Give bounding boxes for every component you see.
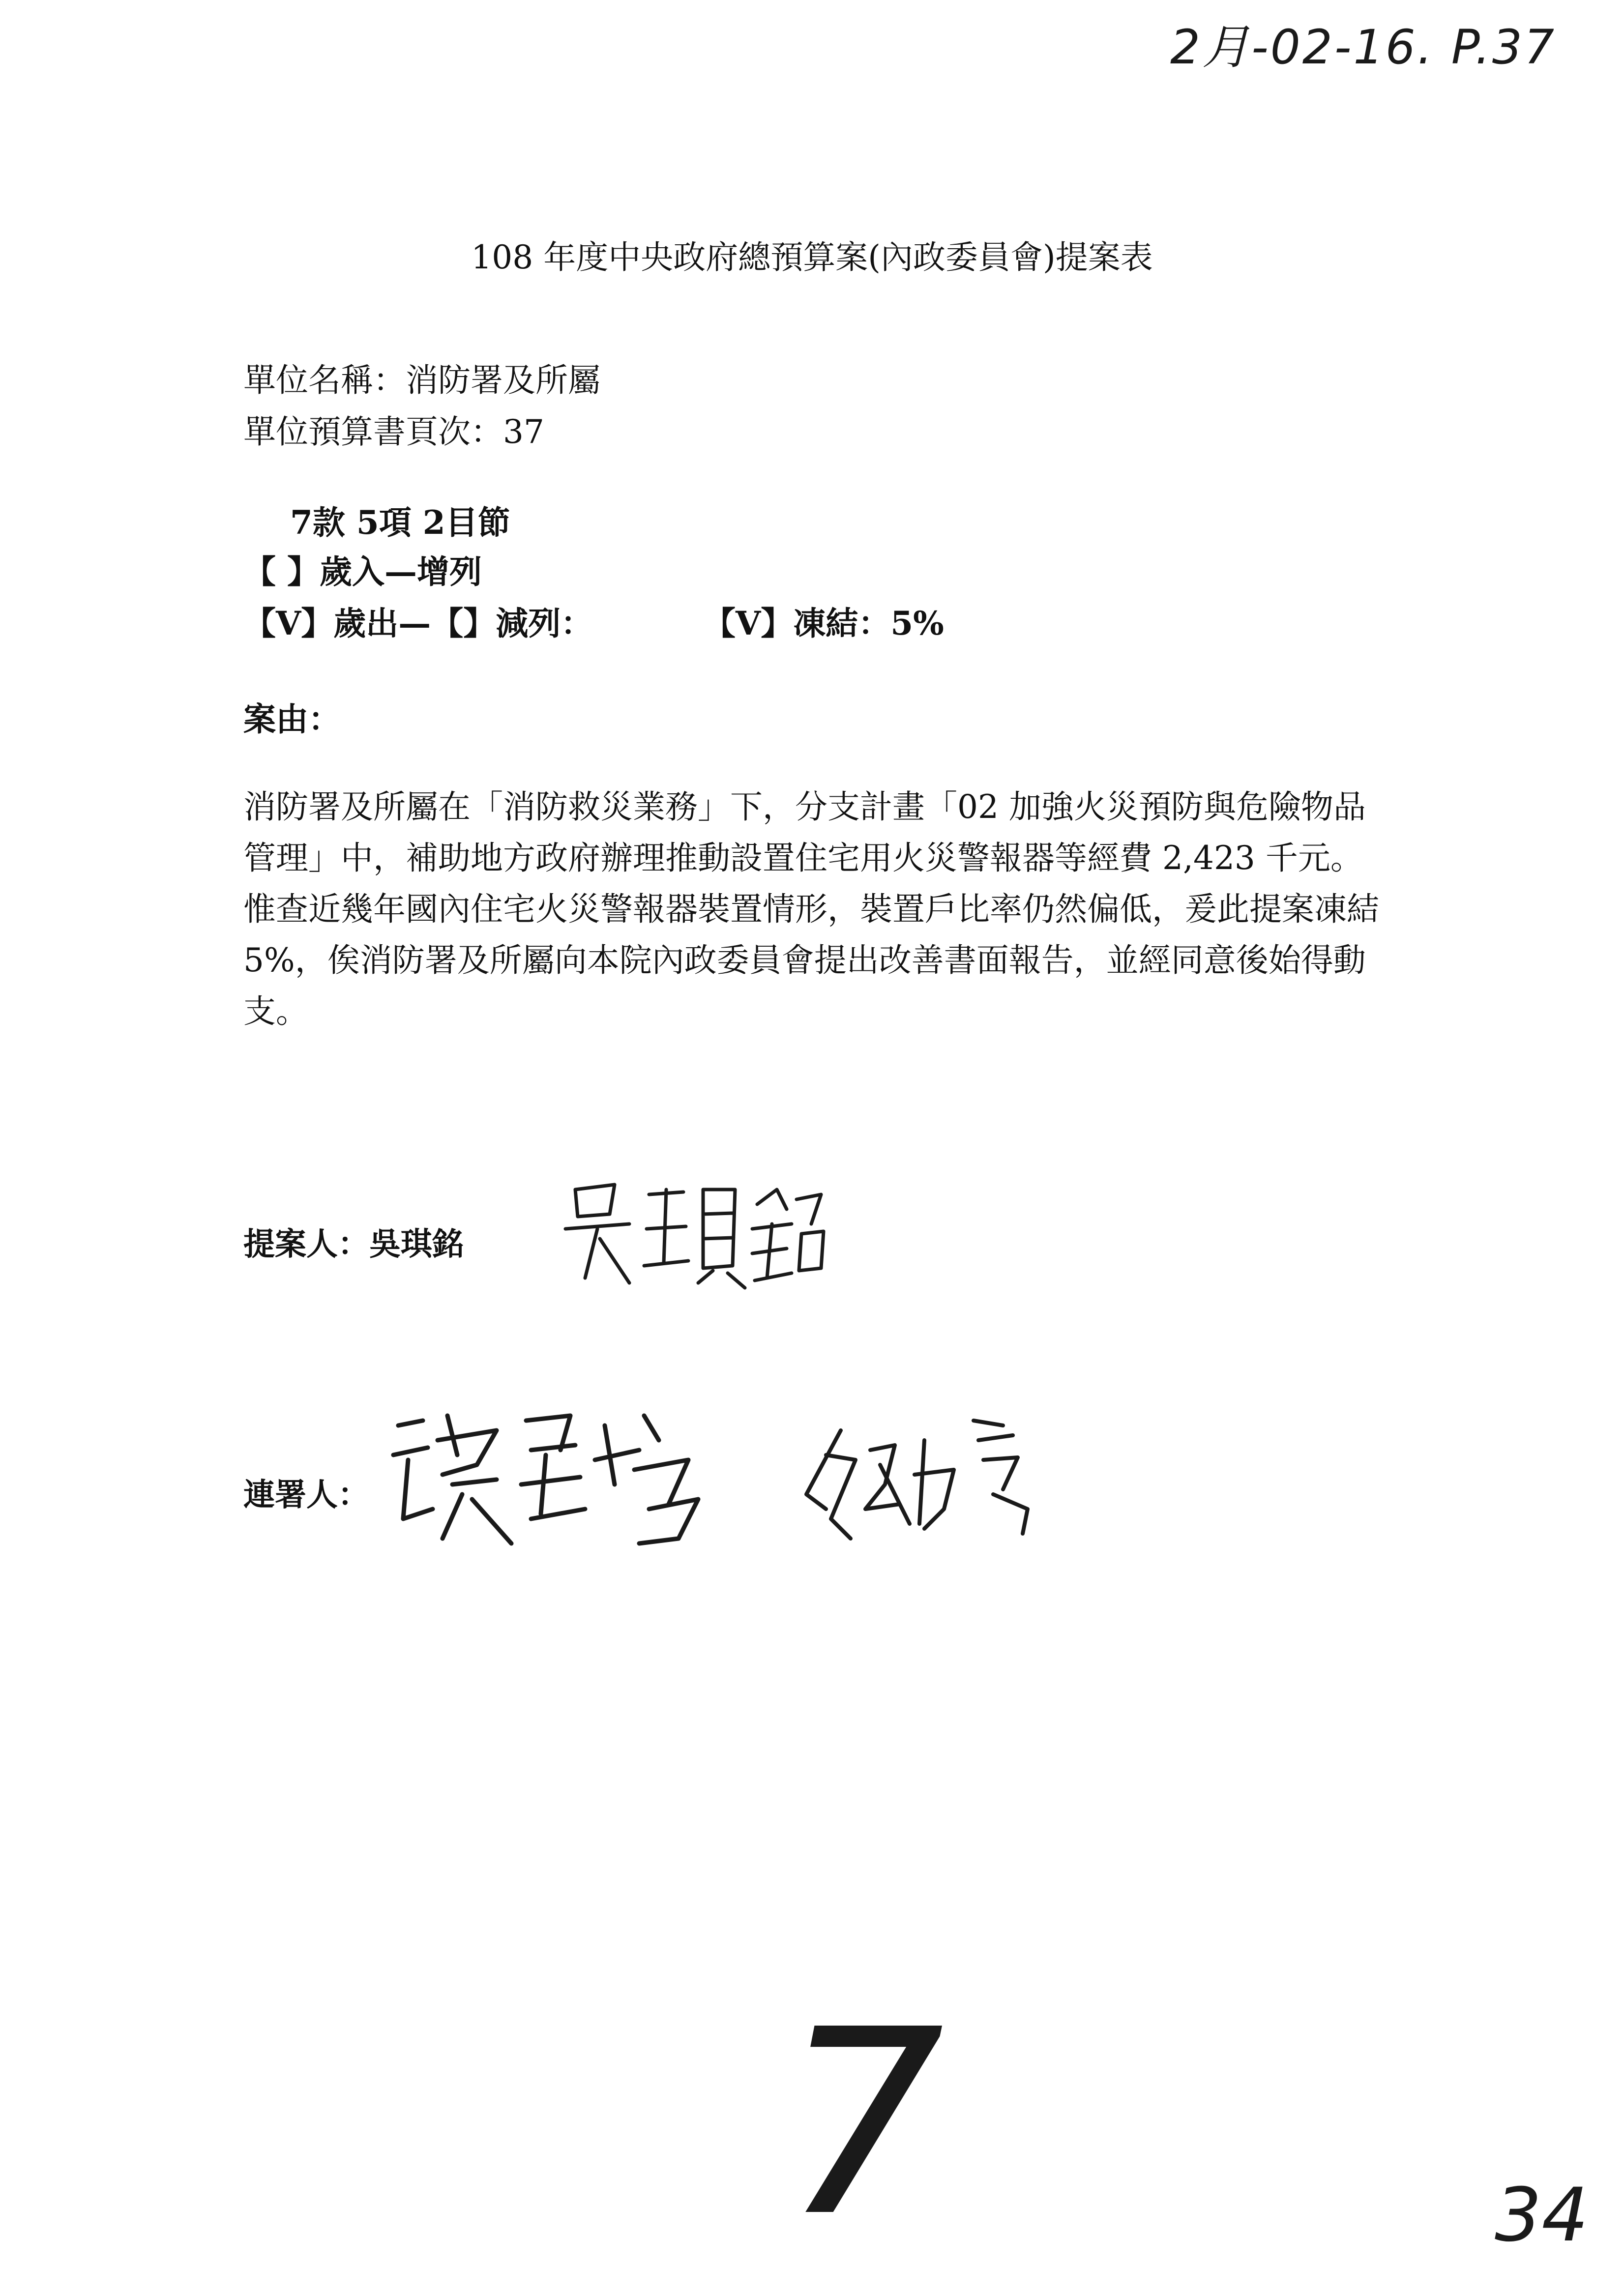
budget-section: 7款 5項 2目節 [290,503,510,542]
cosigner-signature [384,1396,767,1558]
handwritten-reference: 2月-02-16. P.37 [1170,20,1557,75]
proposer-label: 提案人：吳琪銘 [243,1226,464,1263]
expenditure-reduce: 【V】歲出—【】減列： [243,604,593,642]
unit-page-label: 單位預算書頁次： [243,413,503,451]
expenditure-freeze: 【V】凍結：5% [703,604,944,642]
reason-paragraph: 消防署及所屬在「消防救災業務」下，分支計畫「02 加強火災預防與危險物品管理」中，補助地方政府辦理推動設置住宅用火災警報器等經費 2,423 千元。 [243,788,1366,877]
unit-name-value: 消防署及所屬 [406,361,600,399]
reason-body [243,782,1389,1037]
proposer-signature [556,1170,831,1298]
unit-name-label: 單位名稱： [243,361,406,399]
reason-paragraph: 惟查近幾年國內住宅火災警報器裝置情形，裝置戶比率仍然偏低，爰此提案凍結 5%，俟消防署及所屬向本院內政委員會提出改善書面報告，並經同意後始得動支。 [243,890,1379,1030]
page-number: 34 [1495,2173,1589,2258]
unit-page-value: 37 [503,413,544,451]
handwritten-number: 7 [782,1975,945,2272]
document-title: 108 年度中央政府總預算案(內政委員會)提案表 [471,238,1153,276]
cosigner-label: 連署人： [243,1477,369,1513]
cosigner-signature [797,1411,1101,1558]
unit-name-row [243,354,600,401]
unit-page-row [243,406,544,452]
reason-label: 案由： [243,700,341,738]
revenue-line: 【 】歲入—增列 [243,552,482,591]
